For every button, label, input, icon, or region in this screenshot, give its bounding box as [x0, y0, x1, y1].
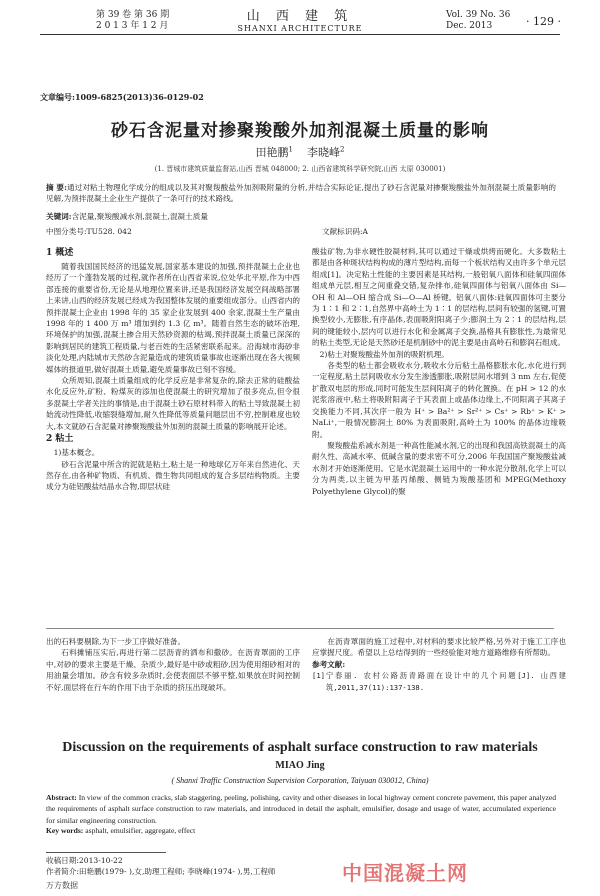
- english-author: MIAO Jing: [275, 760, 325, 771]
- english-abstract: [46, 792, 556, 826]
- volume-issue-en: Vol. 39 No. 36: [446, 10, 511, 20]
- body-paragraph: 聚羧酸盐系减水剂是一种高性能减水剂,它的出现和我国高铁混凝土的高耐久性、高减水率、低碱含量的要求密不可分,2006 年我国国产聚羧酸盐减水剂才开始逐渐使用。它是水泥混凝土运用中的一种水泥分散剂,化学上可以分为两类,以主链为甲基丙烯酸、侧链为羧酸基团和 MPEG(Methoxy Polyethylene Glycol)的聚: [312, 440, 566, 496]
- body-paragraph: 砂石含泥量中所含的泥就是粘土,粘土是一种地球亿万年来自然进化、天然存在,由各种矿物质、有机质、微生物共同组成的复合多层结构物质。主要成分为硅铝酸盐结晶水合物,即层状硅: [46, 459, 300, 492]
- author-2-mark: 2: [340, 145, 345, 154]
- body-paragraph: 众所周知,混凝土质量组成的化学反应是非常复杂的,除去正常的硅酸盐水化反应外,矿粉、粉煤灰的添加也使混凝土的研究增加了很多亮点,但令很多混凝土学者关注的事情是,由于混凝土砂石原材料带入的粘土导致混凝土初始流动性降低,收缩裂缝增加,耐久性降低等质量问题层出不穷,控制难度也较大,本文就砂石含泥量对掺聚羧酸盐外加剂的混凝土质量的影响展开论述。: [46, 376, 300, 431]
- article-separator: [46, 628, 554, 629]
- body-column-3: [46, 636, 300, 693]
- paper-title: 砂石含泥量对掺聚羧酸外加剂混凝土质量的影响: [111, 121, 489, 141]
- body-paragraph: 出的石料要剔除,为下一步工序做好准备。: [46, 637, 186, 646]
- abstract: [46, 182, 556, 205]
- footnote-rule: [46, 852, 166, 853]
- author-1-mark: 1: [288, 145, 293, 154]
- references-heading: 参考文献:: [312, 659, 346, 669]
- abstract-text: 通过对粘土物理化学成分的组成以及其对聚羧酸盐外加剂吸附量的分析,并结合实际论证,提出了砂石含泥量对掺聚羧酸盐外加剂混凝土质量影响的见解,为预拌混凝土企业生产提供了一条可行的技术路线。: [46, 183, 556, 204]
- wanfang-mark: 万方数据: [46, 881, 78, 890]
- subsection-heading: 1)基本概念。: [53, 448, 100, 458]
- body-column-2: [312, 246, 566, 497]
- body-paragraph: 随着我国国民经济的迅猛发展,国家基本建设的加强,预拌混凝土企业也经历了一个蓬勃发展的过程,就作者所在山西省来说,位处华北平原,作为中西部连接的重要省份,无论是从地理位置来讲,还是我国经济发展空间战略部署上来讲,山西的经济发展已经成为我国整体发展的重要组成部分。山西省内的预拌混凝土企业由 1998 年的 35 家企业发展到 400 余家,混凝土生产量由 1998 年的 1 400 万 m³ 增加到约 1.3 亿 m³。随着自然生态的破坏治理,环境保护的加强,混凝土掺合用天然砂资源的枯竭,预拌混凝土质量已深深的影响到居民的建筑工程质量,与老百姓的生活紧密联系起来。沿海城市海砂非淡化处理,内陆城市天然砂含泥量造成的建筑质量事故也逐渐出现在各大视频媒体的报道里,做好混凝土质量,避免质量事故已刻不容缓。: [46, 262, 300, 374]
- subsection-heading: 2)粘土对聚羧酸盐外加剂的吸附机理。: [319, 349, 449, 359]
- english-abstract-text: In view of the common cracks, slab staggering, peeling, polishing, cavity and other diseases in local highway cement concrete pavement, this paper analyzed the requirements of asphalt surface construction to raw materials, and introduced in detail the asphalt, emulsifier, dosage and usage of water, accumulated experience for similar engineering construction.: [46, 793, 556, 825]
- author-2: 李晓峰: [307, 146, 340, 159]
- english-keywords: [46, 826, 556, 835]
- reference-item: [312, 670, 566, 693]
- reference-text: 宁春丽. 农村公路沥青路面在设计中的几个问题[J]. 山西建筑,2011,37(11):137-138.: [326, 671, 566, 692]
- keywords-label: 关键词:: [46, 212, 72, 221]
- author-1: 田艳鹏: [255, 146, 289, 159]
- abstract-label: 摘 要:: [46, 183, 67, 192]
- keywords: [46, 211, 556, 222]
- section-heading: 1 概述: [46, 248, 74, 258]
- body-paragraph: 在沥青罩面的施工过程中,对材料的要求比较严格,另外对于施工工序也应掌握尺度。希望以上总结得到的一些经验能对地方道路维修有所帮助。: [312, 637, 566, 658]
- journal-name: [230, 10, 370, 34]
- body-paragraph: 酸盐矿物,为非水硬性胶凝材料,其可以通过干燥或烘烤而硬化。大多数粘土都是由各种斑状结构构成的薄片型结构,而每一个板状结构又由许多个单元层组成[1]。决定粘土性能的主要因素是其结构,一般铝氧八面体和硅氧四面体组成单元层,相互之间重叠交错,复杂排布,硅氧四面体与铝氧八面体由 Si—OH 和 Al—OH 缩合成 Si—O—Al 桥键。铝氧八面体:硅氧四面体可主要分为 1∶1 和 2∶1,自然界中高岭土为 1∶1 的层结构,层间有较强的氢键,可置换型较小,无膨胀,有序晶体,表面吸附阳离子少;膨润土为 2∶1 的层结构,层间的键能较小,层内可以进行水化和金属离子交换,晶格具有膨胀性,为最常见的粘土类型,无论是天然砂还是机制砂中的泥主要是由高岭石和膨润石组成。: [312, 247, 566, 348]
- body-paragraph: 石料摊铺压实后,再进行第二层沥青的洒布和撒砂。在沥青罩面的工序中,对砂的要求主要是干燥、杂质少,最好是中砂或粗砂,因为使用细砂相对的用油量会增加。砂含有较多杂质时,会使表面层不够平整,如果放在时间控制不好,面层将在行车的作用下由于杂质的挤压出现破坏。: [46, 648, 300, 692]
- body-paragraph: 各类型的粘土都会吸收水分,吸收水分后粘土晶格膨胀水化,水化进行到一定程度,粘土层间吸收水分发生渗透膨胀,吸附层间水增到 3 nm 左右,促使扩散双电层的形成,同时可能发生层间阳离子的转化置换。在 pH > 12 的水泥浆溶液中,粘土将吸附阳离子于其表面上或晶体边缘上,不同阳离子其离子交换能力不同,其次序一般为 H⁺ > Ba²⁺ > Sr²⁺ > Cs⁺ > Rb⁺ > K⁺ > NaLi⁺,一般情况膨润土 80% 为表面吸附,高岭土为 100% 的晶体边缘吸附。: [312, 361, 566, 439]
- body-column-1: [46, 246, 300, 493]
- volume-issue-zh: 第 39 卷 第 36 期: [96, 10, 170, 20]
- clc-number: 中图分类号:TU528. 042: [46, 227, 132, 236]
- author-bio: 作者简介:田艳鹏(1979- ),女,助理工程师; 李晓峰(1974- ),男,工程师: [46, 867, 276, 876]
- document-code: 文献标识码:A: [322, 227, 369, 236]
- page-number: · 129 ·: [526, 15, 561, 28]
- english-keywords-label: Key words:: [46, 826, 84, 835]
- header-volume-en: [446, 10, 510, 32]
- reference-index: [1]: [312, 671, 325, 681]
- journal-name-zh: 山 西 建 筑: [246, 9, 354, 24]
- body-column-4: [312, 636, 566, 693]
- authors: [40, 144, 560, 160]
- english-abstract-label: Abstract:: [46, 793, 77, 802]
- section-heading: 2 粘土: [46, 434, 74, 445]
- date-zh: 2 0 1 3 年 1 2 月: [96, 21, 169, 31]
- watermark-logo: 中国混凝土网: [342, 861, 468, 885]
- received-date: 收稿日期:2013-10-22: [46, 856, 123, 865]
- affiliation: (1. 晋城市建筑质量监督站,山西 晋城 048000; 2. 山西省建筑科学研究院,山西 太原 030001): [154, 165, 446, 173]
- header-rule: [40, 34, 560, 35]
- english-keywords-text: asphalt, emulsifier, aggregate, effect: [83, 826, 196, 835]
- keywords-text: 含泥量,聚羧酸减水剂,混凝土,混凝土质量: [71, 212, 208, 221]
- english-affiliation: ( Shanxi Traffic Construction Supervision Corporation, Taiyuan 030012, China): [171, 776, 429, 785]
- header-volume: [96, 10, 169, 32]
- english-title: Discussion on the requirements of asphalt surface construction to raw materials: [62, 740, 538, 755]
- article-number: 文章编号:1009-6825(2013)36-0129-02: [40, 92, 204, 102]
- journal-name-en: SHANXI ARCHITECTURE: [237, 24, 363, 33]
- date-en: Dec. 2013: [446, 21, 493, 31]
